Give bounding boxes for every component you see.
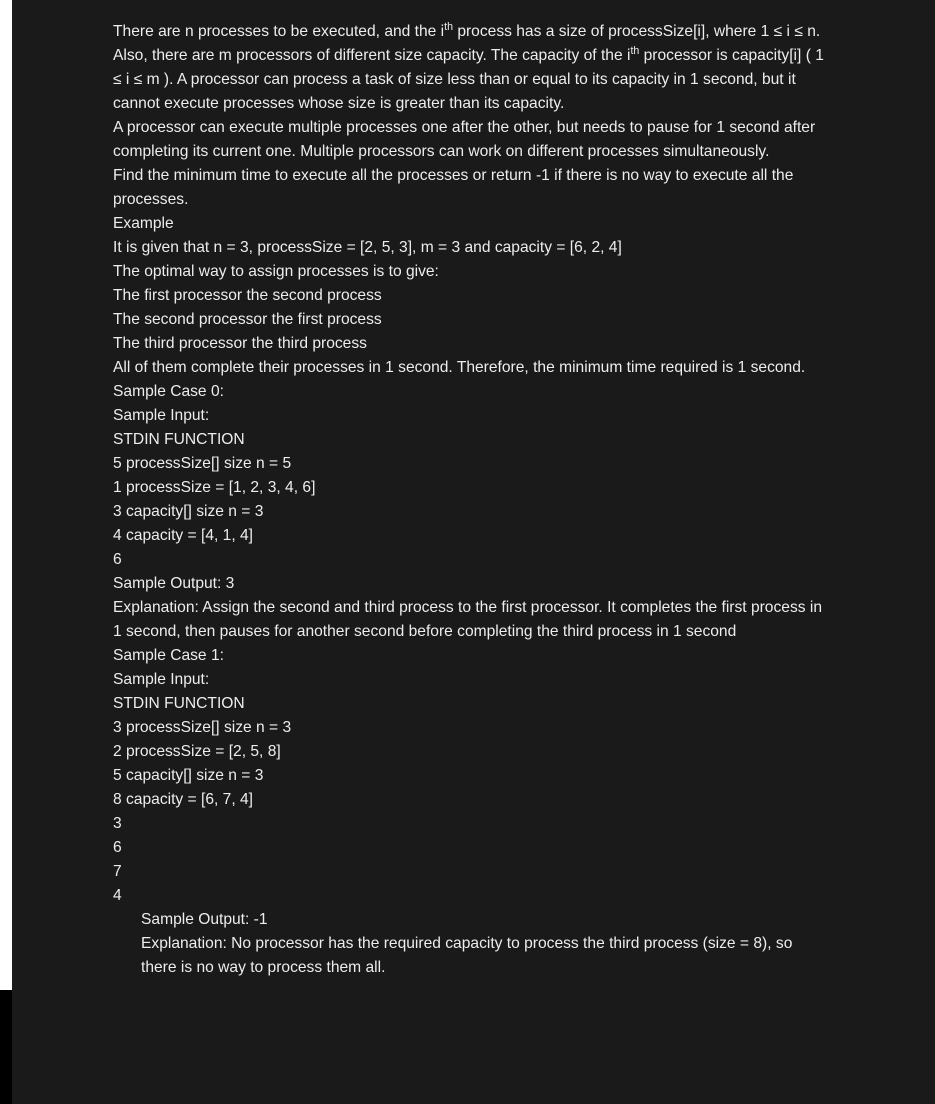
- sample-case-1-heading: Sample Case 1:: [113, 647, 224, 664]
- assignment-line: The second processor the first process: [113, 311, 382, 328]
- ordinal-superscript-second: th: [630, 44, 640, 57]
- sample-case-1-stdin-heading: STDIN FUNCTION: [113, 695, 245, 712]
- sample-case-0-input-heading: Sample Input:: [113, 407, 210, 424]
- problem-statement-panel: [12, 0, 935, 1104]
- assignment-line: The third processor the third process: [113, 335, 367, 352]
- sample-case-1-stdin-line: 2 processSize = [2, 5, 8]: [113, 743, 281, 760]
- sample-case-1-stdin-line: 8 capacity = [6, 7, 4]: [113, 791, 253, 808]
- example-heading: Example: [113, 215, 174, 232]
- sample-case-1-stdin-line: 3: [113, 815, 122, 832]
- sample-case-0-stdin-line: 5 processSize[] size n = 5: [113, 455, 292, 472]
- sample-case-0-stdin-line: 3 capacity[] size n = 3: [113, 503, 264, 520]
- sample-case-1-output: Sample Output: -1: [141, 911, 268, 928]
- sample-case-1-stdin-line: 5 capacity[] size n = 3: [113, 767, 264, 784]
- example-given-line: It is given that n = 3, processSize = [2, 5, 3], m = 3 and capacity = [6, 2, 4]: [113, 239, 622, 256]
- sample-case-0-stdin-line: 4 capacity = [4, 1, 4]: [113, 527, 253, 544]
- intro-text-part-2: process has a size of processSize[i], where 1 ≤ i ≤ n. Also, there are m processors of different size capacity. The capacity of the i: [113, 23, 821, 64]
- sample-case-1-explanation: Explanation: No processor has the required capacity to process the third process (size = 8), so there is no way to process them all.: [141, 935, 793, 976]
- sample-case-0-stdin-line: 6: [113, 551, 122, 568]
- task-objective-paragraph: Find the minimum time to execute all the processes or return -1 if there is no way to execute all the processes.: [113, 167, 794, 208]
- sample-case-0-output: Sample Output: 3: [113, 575, 235, 592]
- ordinal-superscript-first: th: [444, 20, 453, 33]
- left-edge-strip: [0, 0, 12, 990]
- intro-text-part-3: processor is capacity[i] ( 1 ≤ i ≤ m ). A processor can process a task of size less than or equal to its capacity in 1 second, but it cannot execute processes whose size is greater than its capacity.: [113, 47, 824, 112]
- sample-case-1-stdin-line: 6: [113, 839, 122, 856]
- sample-case-0-stdin-heading: STDIN FUNCTION: [113, 431, 245, 448]
- intro-text-part-1: There are n processes to be executed, and the i: [113, 23, 445, 40]
- sample-case-0-stdin-line: 1 processSize = [1, 2, 3, 4, 6]: [113, 479, 316, 496]
- sample-case-0-heading: Sample Case 0:: [113, 383, 224, 400]
- sample-case-0-explanation: Explanation: Assign the second and third process to the first processor. It completes the first process in 1 second, then pauses for another second before completing the third process in 1 second: [113, 599, 823, 640]
- problem-intro-paragraph: [113, 20, 825, 116]
- assignment-line: The first processor the second process: [113, 287, 382, 304]
- example-conclusion-paragraph: All of them complete their processes in 1 second. Therefore, the minimum time required is 1 second.: [113, 359, 806, 376]
- sample-case-1-input-heading: Sample Input:: [113, 671, 210, 688]
- example-optimal-line: The optimal way to assign processes is to give:: [113, 263, 439, 280]
- processor-behaviour-paragraph: A processor can execute multiple processes one after the other, but needs to pause for 1 second after completing its current one. Multiple processors can work on different processes simultaneously.: [113, 119, 816, 160]
- problem-statement-body: [113, 20, 825, 980]
- sample-case-1-stdin-line: 4: [113, 887, 122, 904]
- sample-case-1-stdin-line: 7: [113, 863, 122, 880]
- sample-case-1-stdin-line: 3 processSize[] size n = 3: [113, 719, 292, 736]
